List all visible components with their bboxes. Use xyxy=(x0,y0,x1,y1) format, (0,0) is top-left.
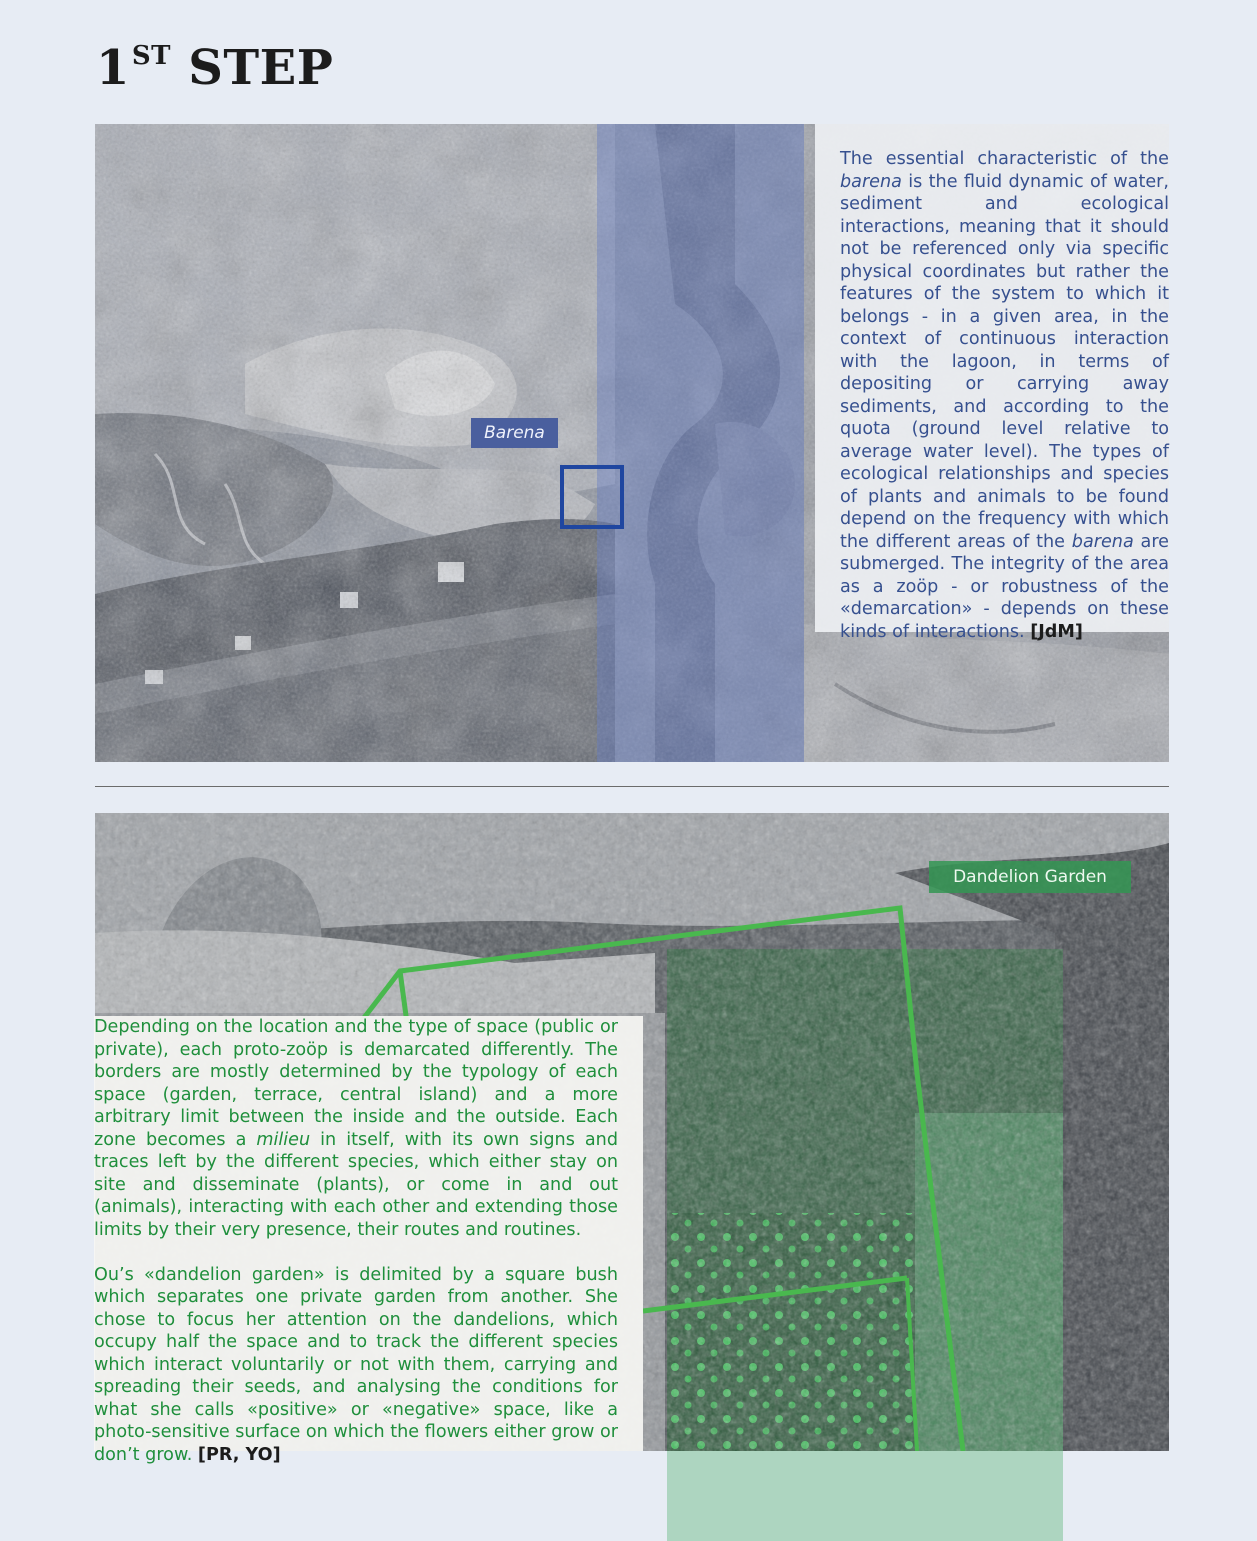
title-number: 1 xyxy=(96,40,130,96)
text-run: are submerged. The integrity of the area as a zoöp - or robustness of the «demarcation» - depends on these kinds of interactions. xyxy=(840,531,1169,642)
text-run: The essential characteristic of the xyxy=(840,149,1169,169)
highlight-strip xyxy=(597,124,804,762)
title-superscript: ST xyxy=(131,41,172,71)
page-title xyxy=(96,40,333,96)
reference-tag: [JdM] xyxy=(1030,621,1083,642)
barena-text-box xyxy=(815,124,1169,642)
barena-focus-marker xyxy=(560,465,624,529)
barena-paragraph xyxy=(840,148,1169,643)
dandelion-paragraph-1 xyxy=(94,1016,618,1241)
text-run: Ou’s «dandelion garden» is delimited by a square bush which separates one private garden from another. She chose to focus her attention on the dandelions, which occupy half the space and to track the different species which interact voluntarily or not with them, carrying and spreading their seeds, and analysing the conditions for what she calls «positive» or «negative» space, like a photo-sensitive surface on which the flowers either grow or don’t grow. xyxy=(94,1264,618,1465)
italic-term: milieu xyxy=(256,1129,311,1150)
section-divider xyxy=(95,786,1169,787)
italic-term: barena xyxy=(1071,531,1134,552)
text-run: Depending on the location and the type of space (public or private), each proto-zoöp is demarcated differently. The borders are mostly determined by the typology of each space (garden, terrace, central island) and a more arbitrary limit between the inside and the outside. Each zone becomes a xyxy=(94,1017,618,1150)
italic-term: barena xyxy=(840,171,902,192)
dandelion-paragraph-2 xyxy=(94,1264,618,1467)
dandelion-text-box xyxy=(94,1016,643,1465)
green-highlight-extension xyxy=(667,1451,1063,1541)
text-run: in itself, with its own signs and traces left by the different species, which either stay on site and disseminate (plants), or come in and out (animals), interacting with each other and extending those limits by their very presence, their routes and routines. xyxy=(94,1129,618,1240)
barena-label: Barena xyxy=(471,418,558,448)
dandelion-garden-label: Dandelion Garden xyxy=(929,861,1131,893)
reference-tag: [PR, YO] xyxy=(197,1444,281,1465)
text-run: is the fluid dynamic of water, sediment and ecological interactions, meaning that it should not be referenced only via specific physical coordinates but rather the features of the system to which it belongs - in a given area, in the context of continuous interaction with the lagoon, in terms of depositing or carrying away sediments, and according to the quota (ground level relative to average water level). The types of ecological relationships and species of plants and animals to be found depend on the frequency with which the different areas of the xyxy=(840,171,1169,552)
title-word: STEP xyxy=(188,40,334,96)
